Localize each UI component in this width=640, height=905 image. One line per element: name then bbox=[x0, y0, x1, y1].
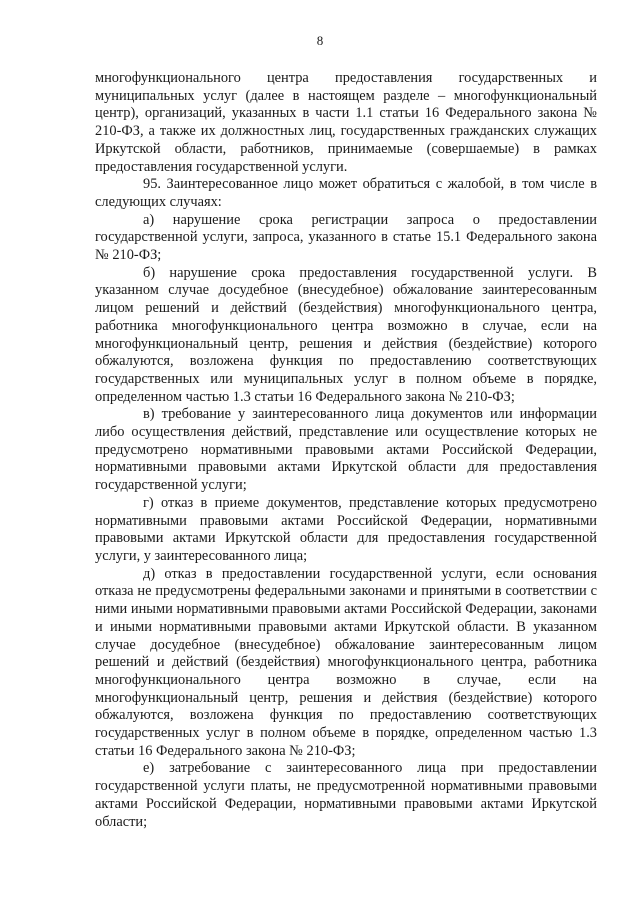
page-number: 8 bbox=[316, 33, 324, 48]
paragraph-subitem-d: д) отказ в предоставлении государственной услуги, если основания отказа не предусмотрены федеральными законами и принятыми в соответствии с ними иными нормативными правовыми актами Российской Федерации, законами и иными нормативными правовыми актами Иркутской области. В указанном случае досудебное (внесудебное) обжалование заинтересованным лицом решений и действий (бездействия) многофункционального центра, работника многофункционального центра возможно в случае, если на многофункциональный центр, решения и действия (бездействие) которого обжалуются, возложена функция по предоставлению соответствующих государственных услуг в полном объеме в порядке, определенном частью 1.3 статьи 16 Федерального закона № 210-ФЗ; bbox=[95, 565, 597, 759]
paragraph-subitem-b: б) нарушение срока предоставления государственной услуги. В указанном случае досудебное (внесудебное) обжалование заинтересованным лицом решений и действий (бездействия) многофункционального центра, работника многофункционального центра возможно в случае, если на многофункциональный центр, решения и действия (бездействие) которого обжалуются, возложена функция по предоставлению соответствующих государственных или муниципальных услуг в полном объеме в порядке, определенном частью 1.3 статьи 16 Федерального закона № 210-ФЗ; bbox=[95, 264, 597, 405]
paragraph-item-95: 95. Заинтересованное лицо может обратиться с жалобой, в том числе в следующих случаях: bbox=[95, 176, 597, 210]
paragraph-continuation: многофункционального центра предоставления государственных и муниципальных услуг (далее в настоящем разделе – многофункциональный центр), организаций, указанных в части 1.1 статьи 16 Федерального закона № 210-ФЗ, а также их должностных лиц, государственных гражданских служащих Иркутской области, работников, принимаемые (совершаемые) в рамках предоставления государственной услуги. bbox=[95, 70, 597, 175]
paragraph-subitem-e: е) затребование с заинтересованного лица при предоставлении государственной услуги платы, не предусмотренной нормативными правовыми актами Российской Федерации, нормативными правовыми актами Иркутской области; bbox=[95, 760, 597, 830]
paragraph-subitem-g: г) отказ в приеме документов, представление которых предусмотрено нормативными правовыми актами Российской Федерации, нормативными правовыми актами Иркутской области для предоставления государственной услуги, у заинтересованного лица; bbox=[95, 494, 597, 564]
document-body bbox=[95, 70, 597, 831]
paragraph-subitem-a: а) нарушение срока регистрации запроса о предоставлении государственной услуги, запроса, указанного в статье 15.1 Федерального закона № 210-ФЗ; bbox=[95, 211, 597, 264]
paragraph-subitem-v: в) требование у заинтересованного лица документов или информации либо осуществления действий, представление или осуществление которых не предусмотрено нормативными правовыми актами Российской Федерации, нормативными правовыми актами Иркутской области для предоставления государственной услуги; bbox=[95, 406, 597, 494]
